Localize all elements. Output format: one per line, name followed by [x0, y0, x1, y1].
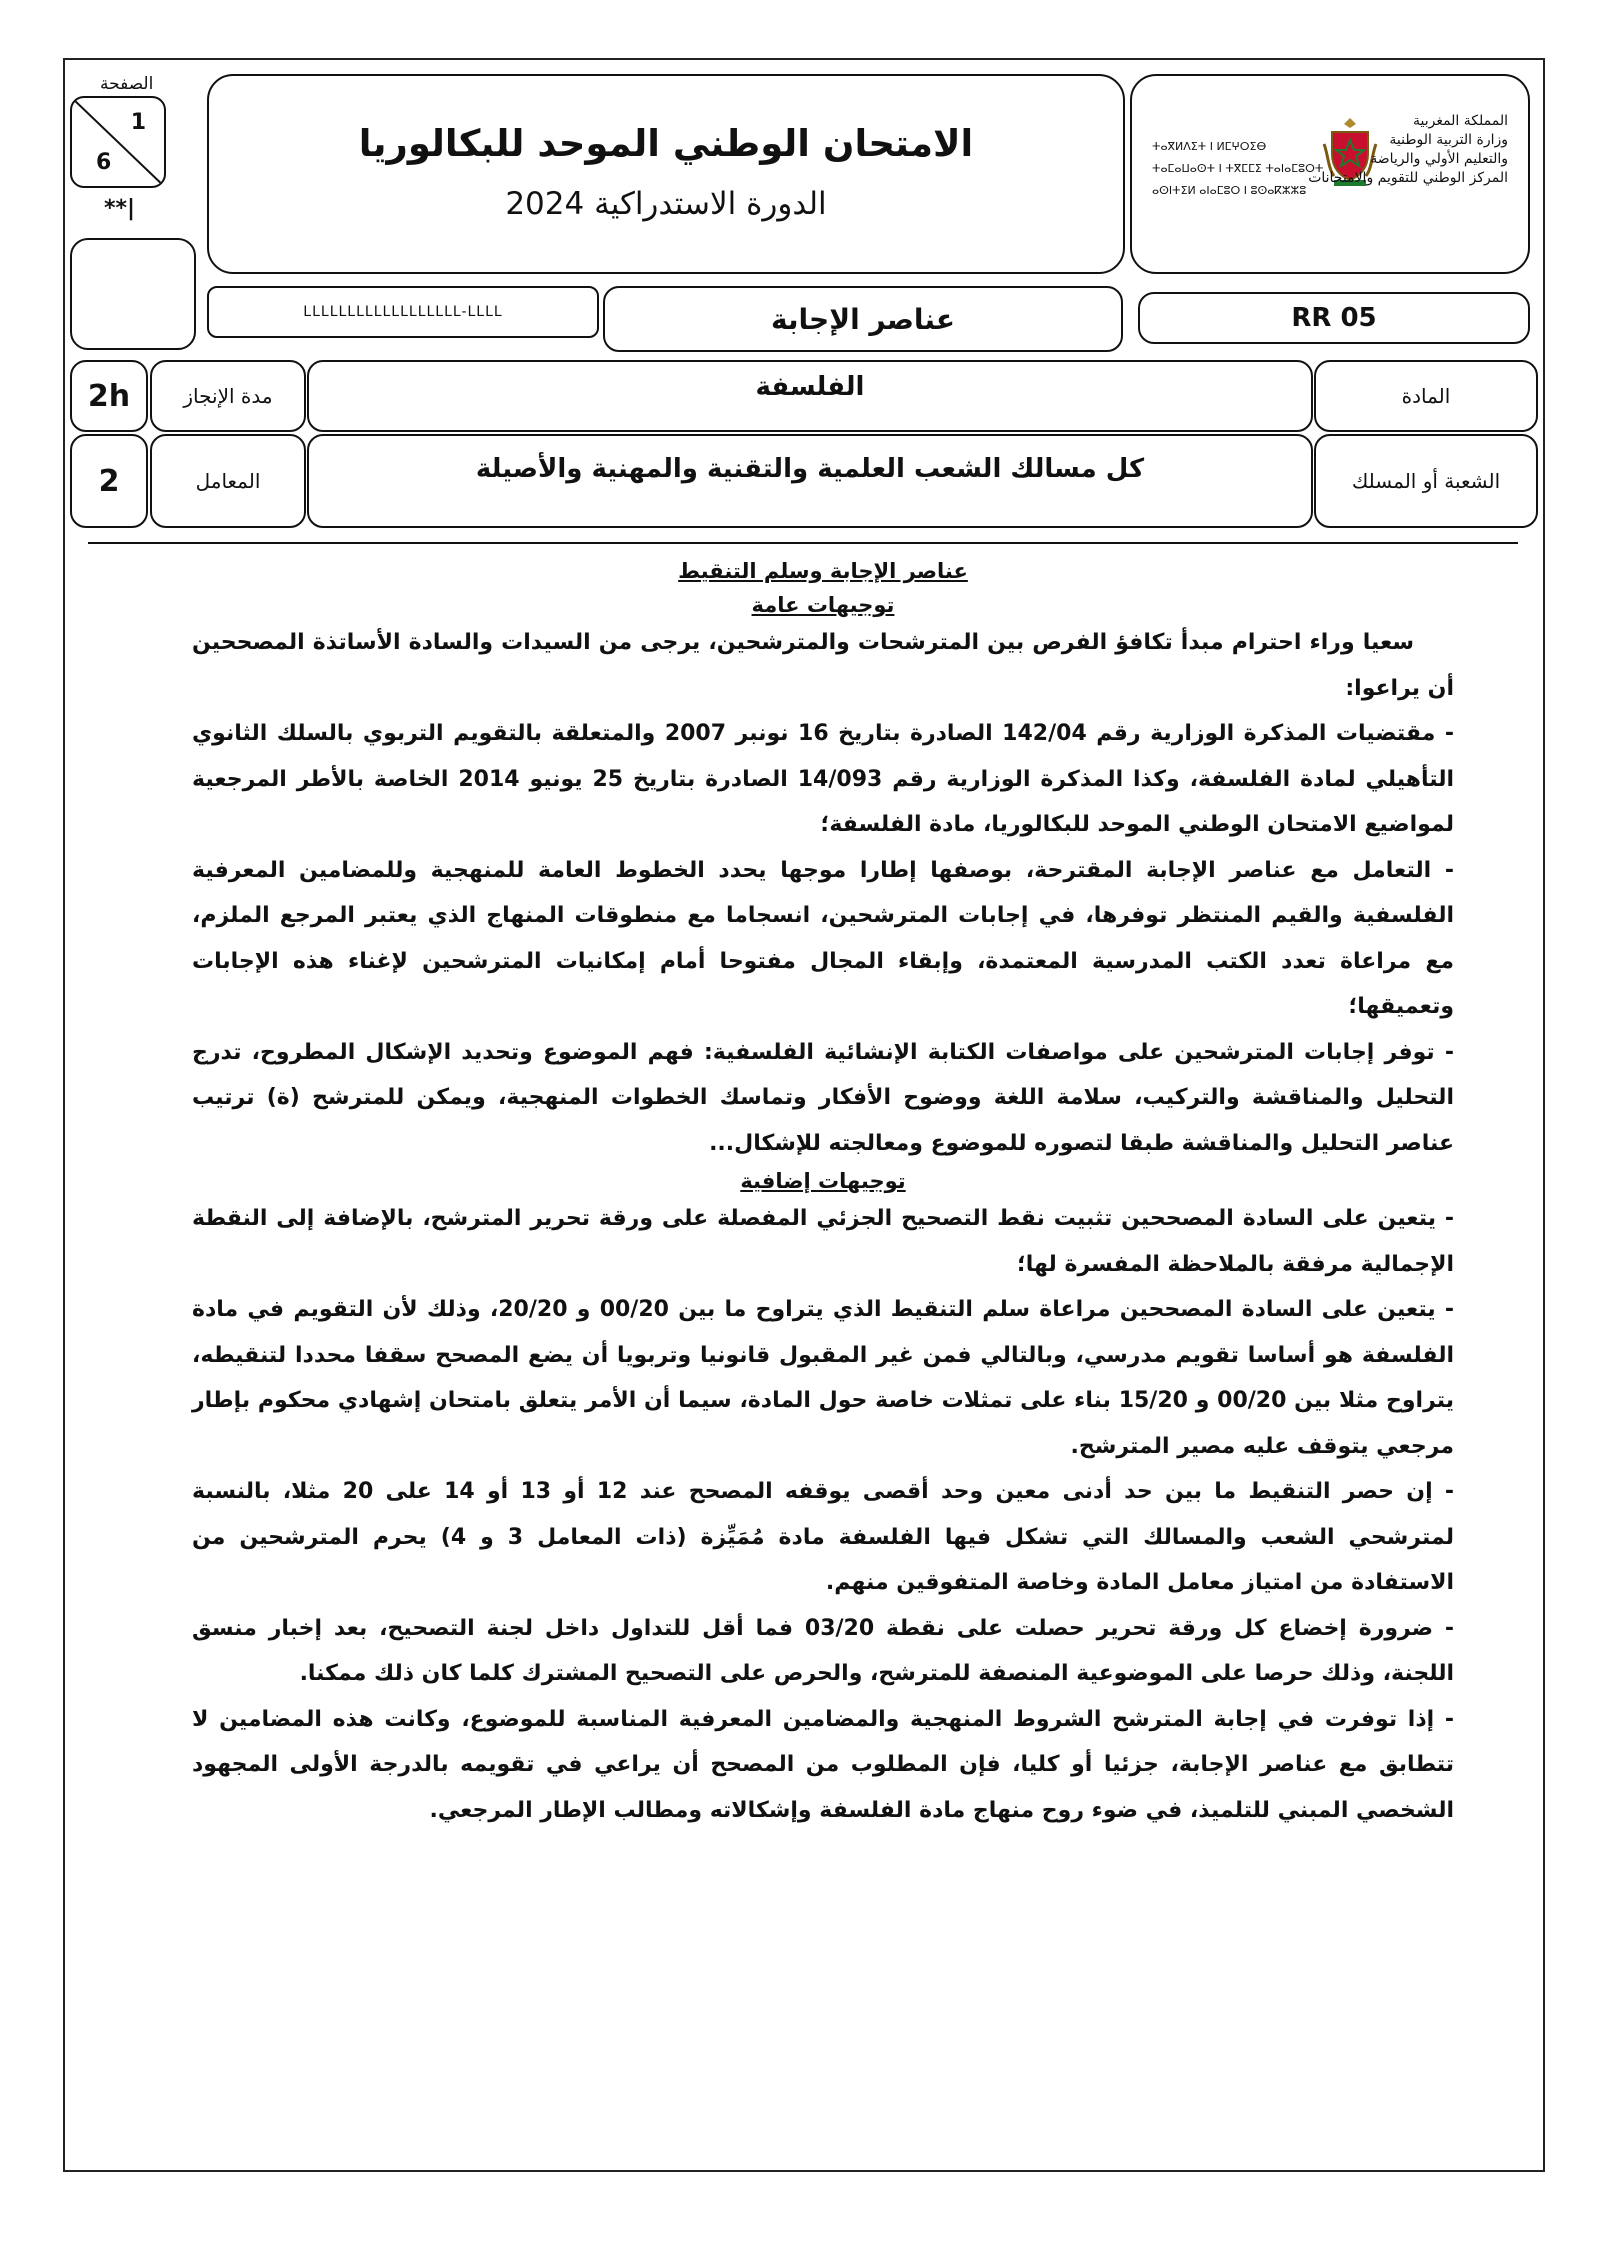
- general-paragraph: - مقتضيات المذكرة الوزارية رقم 142/04 الصادرة بتاريخ 16 نونبر 2007 والمتعلقة بالتقويم التربوي بالسلك الثانوي التأهيلي لمادة الفلسفة، وكذا المذكرة الوزارية رقم 14/093 الصادرة بتاريخ 25 يونيو 2014 الخاصة بالأطر المرجعية لمواضيع الامتحان الوطني الموحد للبكالوريا، مادة الفلسفة؛: [192, 721, 1454, 837]
- code-line-box: [207, 286, 599, 338]
- tifinagh-text: [1152, 136, 1323, 202]
- additional-heading: توجيهات إضافية: [740, 1169, 906, 1193]
- subject-value: الفلسفة: [755, 372, 865, 402]
- candidate-code-box: [70, 238, 196, 350]
- exam-code-box: [1138, 292, 1530, 344]
- section-title-box: [603, 286, 1123, 352]
- code-line: LLLLLLLLLLLLLLLLLL-LLLL: [303, 304, 503, 320]
- duration-label-box: [150, 360, 306, 432]
- ministry-box: [1130, 74, 1530, 274]
- ministry-line: والتعليم الأولي والرياضة: [1370, 151, 1508, 167]
- tifinagh-line: ⵜⴰⵎⴰⵡⴰⵙⵜ ⵏ ⵜⴳⵎⵎⵉ ⵜⴰⵏⴰⵎⵓⵔⵜ: [1152, 162, 1324, 175]
- ministry-line: المركز الوطني للتقويم والامتحانات: [1308, 170, 1508, 186]
- page-current: 1: [130, 110, 146, 135]
- duration-label: مدة الإنجاز: [183, 384, 273, 408]
- ministry-line: وزارة التربية الوطنية: [1389, 132, 1508, 148]
- duration-value: 2h: [87, 378, 131, 414]
- duration-value-box: [70, 360, 148, 432]
- branch-value-box: [307, 434, 1313, 528]
- general-paragraph: - التعامل مع عناصر الإجابة المقترحة، بوصفها إطارا موجها يحدد الخطوط العامة للمنهجية وللمضامين المعرفية الفلسفية والقيم المنتظر توفرها، في إجابات المترشحين، انسجاما مع منطوقات المنهاج الذي يعتبر المرجع الملزم، مع مراعاة تعدد الكتب المدرسية المعتمدة، وإبقاء المجال مفتوحا أمام إمكانيات المترشحين لإغناء هذه الإجابات وتعميقها؛: [192, 857, 1454, 1019]
- stars-mark: **|: [104, 196, 136, 221]
- branch-label: الشعبة أو المسلك: [1351, 469, 1501, 493]
- page-diagonal: [72, 98, 166, 188]
- branch-label-box: [1314, 434, 1538, 528]
- coefficient-label: المعامل: [195, 469, 261, 493]
- coefficient-label-box: [150, 434, 306, 528]
- main-heading: عناصر الإجابة وسلم التنقيط: [678, 559, 968, 583]
- additional-paragraph: - يتعين على السادة المصححين تثبيت نقط التصحيح الجزئي المفصلة على ورقة تحرير المترشح، بالإضافة إلى النقطة الإجمالية مرفقة بالملاحظة المفسرة لها؛: [192, 1206, 1454, 1277]
- subject-label-box: [1314, 360, 1538, 432]
- additional-paragraph: - يتعين على السادة المصححين مراعاة سلم التنقيط الذي يتراوح ما بين 00/20 و 20/20، وذلك لأن التقويم في مادة الفلسفة هو أساسا تقويم مدرسي، وبالتالي فمن غير المقبول قانونيا وتربويا أن يضع المصحح سقفا محددا لتنقيطه، يتراوح مثلا بين 00/20 و 15/20 بناء على تمثلات خاصة حول المادة، سيما أن الأمر يتعلق بامتحان إشهادي محكوم بإطار مرجعي يتوقف عليه مصير المترشح.: [192, 1297, 1455, 1459]
- exam-code: RR 05: [1291, 303, 1377, 333]
- exam-title: الامتحان الوطني الموحد للبكالوريا: [358, 122, 974, 165]
- coefficient-value-box: [70, 434, 148, 528]
- exam-title-box: [207, 74, 1125, 274]
- exam-session: الدورة الاستدراكية 2024: [505, 186, 827, 222]
- general-paragraph: سعيا وراء احترام مبدأ تكافؤ الفرص بين المترشحات والمترشحين، يرجى من السيدات والسادة الأساتذة المصححين أن يراعوا:: [192, 630, 1454, 701]
- additional-paragraph: - ضرورة إخضاع كل ورقة تحرير حصلت على نقطة 03/20 فما أقل للتداول داخل لجنة التصحيح، بعد إخبار منسق اللجنة، وذلك حرصا على الموضوعية المنصفة للمترشح، والحرص على التصحيح المشترك كلما كان ذلك ممكنا.: [192, 1615, 1454, 1686]
- coefficient-value: 2: [98, 463, 120, 499]
- header-divider: [88, 542, 1518, 544]
- tifinagh-line: ⴰⵙⵏⵜⵉⵍ ⴰⵏⴰⵎⵓⵔ ⵏ ⵓⵙⴰⴽⵣⵣⵓ: [1152, 184, 1307, 197]
- page-total: 6: [96, 150, 112, 175]
- additional-paragraph: - إن حصر التنقيط ما بين حد أدنى معين وحد أقصى يوقفه المصحح عند 12 أو 13 أو 14 على 20 مثلا، بالنسبة لمترشحي الشعب والمسالك التي تشكل فيها الفلسفة مادة مُمَيِّزة (ذات المعامل 3 و 4) يحرم المترشحين من الاستفادة من امتياز معامل المادة وخاصة المتفوقين منهم.: [192, 1479, 1455, 1595]
- answer-guidelines: [192, 556, 1454, 1833]
- general-paragraph: - توفر إجابات المترشحين على مواصفات الكتابة الإنشائية الفلسفية: فهم الموضوع وتحديد الإشكال المطروح، تدرج التحليل والمناقشة والتركيب، سلامة اللغة ووضوح الأفكار وتماسك الخطوات المنهجية، ويمكن للمترشح (ة) ترتيب عناصر التحليل والمناقشة طبقا لتصوره للموضوع ومعالجته للإشكال...: [192, 1039, 1454, 1156]
- subject-value-box: [307, 360, 1313, 432]
- page-number-box: [70, 96, 166, 188]
- page-label: الصفحة: [100, 74, 154, 94]
- subject-label: المادة: [1401, 384, 1451, 408]
- branch-value: كل مسالك الشعب العلمية والتقنية والمهنية والأصيلة: [475, 454, 1145, 484]
- section-title: عناصر الإجابة: [771, 302, 955, 336]
- general-heading: توجيهات عامة: [751, 593, 895, 617]
- ministry-text: [1308, 112, 1508, 188]
- tifinagh-line: ⵜⴰⴳⵍⴷⵉⵜ ⵏ ⵍⵎⵖⵔⵉⴱ: [1152, 140, 1267, 153]
- additional-paragraph: - إذا توفرت في إجابة المترشح الشروط المنهجية والمضامين المعرفية المناسبة للموضوع، وكانت هذه المضامين لا تتطابق مع عناصر الإجابة، جزئيا أو كليا، فإن المطلوب من المصحح أن يراعي في تقويمه بالدرجة الأولى المجهود الشخصي المبني للتلميذ، في ضوء روح منهاج مادة الفلسفة وإشكالاته ومطالب الإطار المرجعي.: [192, 1706, 1454, 1823]
- ministry-line: المملكة المغربية: [1412, 113, 1508, 129]
